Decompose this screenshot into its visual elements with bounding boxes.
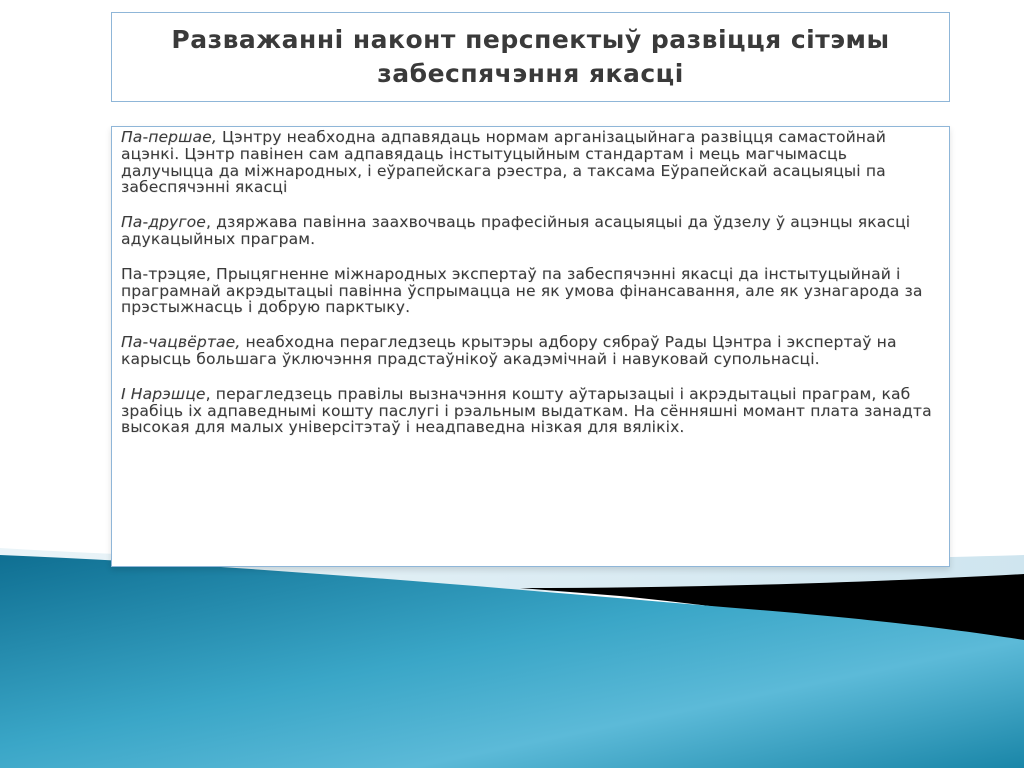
paragraph-5: [121, 386, 939, 436]
paragraph-1-text: Цэнтру неабходна адпавядаць нормам арганізацыйнага развіцця самастойнай ацэнкі. Цэнтр павінен сам адпавядаць інстытуцыйным стандартам і мець магчымасць далучыцца да міжнародных, і еўрапейскага рэестра, а таксама Еўрапейскай асацыяцыі па забеспячэнні якасці: [121, 128, 886, 197]
paragraph-3-text: Прыцягненне міжнародных экспертаў па забеспячэнні якасці да інстытуцыйнай і праграмнай акрэдытацыі павінна ўспрымацца не як умова фінансавання, але як узнагарода за прэстыжнасць і добрую парктыку.: [121, 264, 923, 317]
slide-title: Разважанні наконт перспектыў развіцця сітэмы забеспячэння якасці: [171, 25, 890, 88]
paragraph-5-lead: І Нарэшце: [121, 384, 206, 403]
paragraph-3-lead: Па-трэцяе,: [121, 264, 211, 283]
paragraph-5-text: , перагледзець правілы вызначэння кошту аўтарызацыі і акрэдытацыі праграм, каб зрабіць іх адпаведнымі кошту паслугі і рэальным выдаткам. На сённяшні момант плата занадта высокая для малых універсітэтаў і неадпаведна нізкая для вялікіх.: [121, 384, 932, 437]
paragraph-4-lead: Па-чацвёртае,: [121, 333, 241, 352]
paragraph-2: [121, 214, 939, 248]
content-box: [111, 126, 950, 567]
paragraph-3: [121, 266, 939, 316]
title-box: [111, 12, 950, 102]
paragraph-4-text: неабходна перагледзець крытэры адбору сябраў Рады Цэнтра і экспертаў на карысць большага ўключэння прадстаўнікоў акадэмічнай і навуковай супольнасці.: [121, 333, 897, 368]
paragraph-2-text: , дзяржава павінна заахвочваць прафесійныя асацыяцыі да ўдзелу ў ацэнцы якасці адукацыйных праграм.: [121, 213, 911, 248]
paragraph-2-lead: Па-другое: [121, 213, 206, 232]
paragraph-4: [121, 334, 939, 368]
paragraph-1-lead: Па-першае,: [121, 128, 217, 146]
paragraph-1: [121, 129, 939, 196]
